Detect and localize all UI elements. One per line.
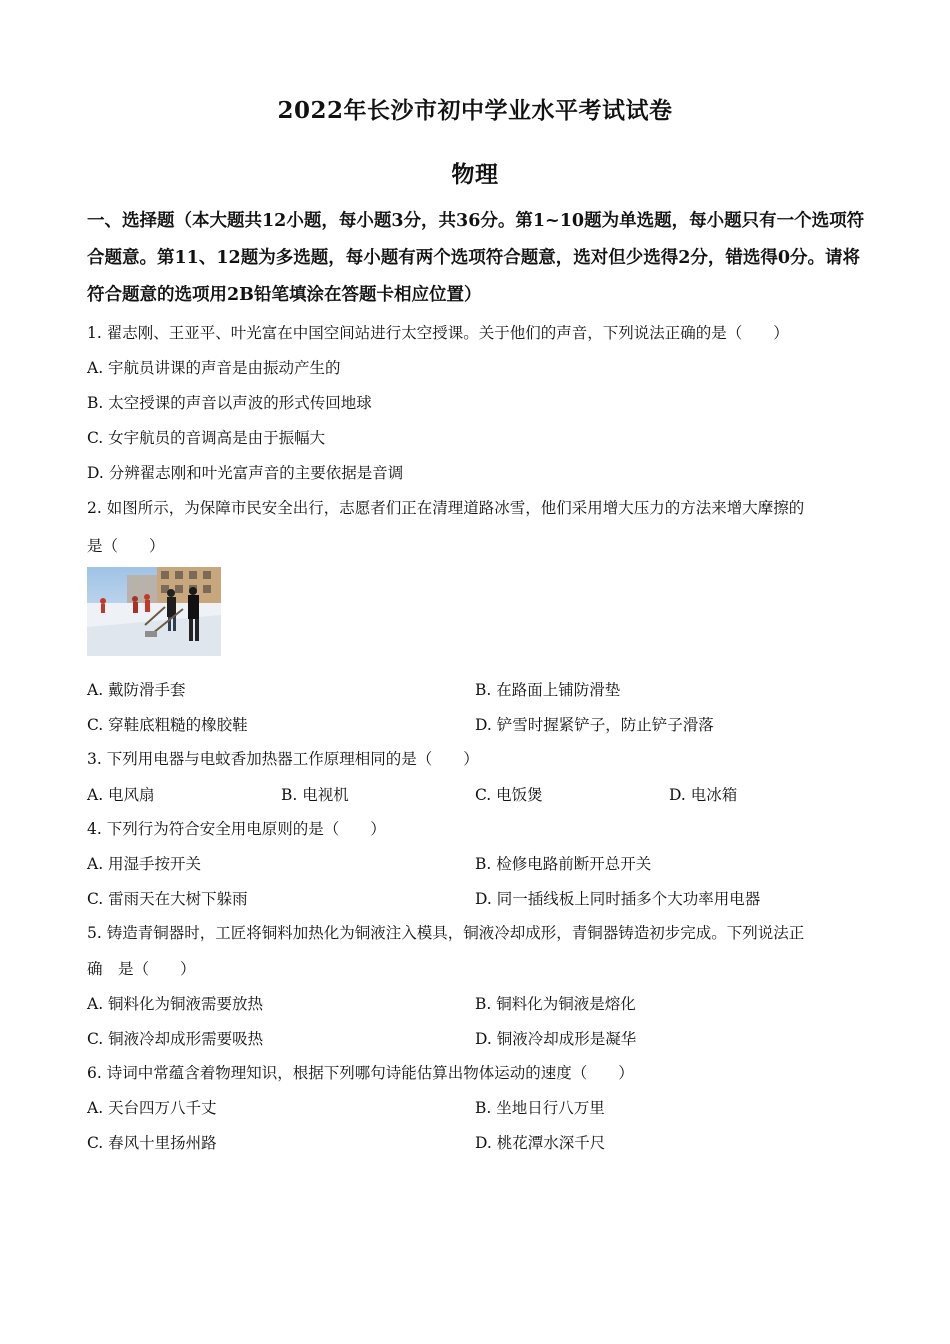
question-6-stem: 6. 诗词中常蕴含着物理知识，根据下列哪句诗能估算出物体运动的速度（ ） [87,1064,634,1082]
question-1-stem: 1. 翟志刚、王亚平、叶光富在中国空间站进行太空授课。关于他们的声音，下列说法正确的是（ ） [87,324,789,342]
question-1-option-d: D. 分辨翟志刚和叶光富声音的主要依据是音调 [87,464,404,482]
question-6-option-a: A. 天台四万八千丈 [87,1099,217,1117]
question-3-option-d: D. 电冰箱 [669,786,738,804]
question-5-option-a: A. 铜料化为铜液需要放热 [87,995,264,1013]
question-4-option-b: B. 检修电路前断开总开关 [475,855,652,873]
section-heading: 一、选择题（本大题共12小题，每小题3分，共36分。第1~10题为单选题，每小题只有一个选项符合题意。第11、12题为多选题，每小题有两个选项符合题意，选对但少选得2分，错选得0分。请将符合题意的选项用2B铅笔填涂在答题卡相应位置） [87,211,865,305]
question-2-option-a: A. 戴防滑手套 [87,681,186,699]
page-title: 2022年长沙市初中学业水平考试试卷 [277,97,673,124]
question-2-stem: 2. 如图所示，为保障市民安全出行，志愿者们正在清理道路冰雪，他们采用增大压力的方法来增大摩擦的 [87,499,805,517]
question-5-option-b: B. 铜料化为铜液是熔化 [475,995,636,1013]
question-3-stem: 3. 下列用电器与电蚊香加热器工作原理相同的是（ ） [87,750,479,768]
subject-title: 物理 [451,161,499,188]
question-5-stem: 5. 铸造青铜器时，工匠将铜料加热化为铜液注入模具，铜液冷却成形，青铜器铸造初步完成。下列说法正 [87,924,805,942]
question-6-option-c: C. 春风十里扬州路 [87,1134,217,1152]
question-3-option-b: B. 电视机 [281,786,349,804]
question-5-stem-cont: 确 是（ ） [87,960,196,978]
question-4-option-a: A. 用湿手按开关 [87,855,202,873]
question-1-option-b: B. 太空授课的声音以声波的形式传回地球 [87,394,372,412]
question-4-stem: 4. 下列行为符合安全用电原则的是（ ） [87,820,386,838]
question-6-option-b: B. 坐地日行八万里 [475,1099,605,1117]
question-1-option-a: A. 宇航员讲课的声音是由振动产生的 [87,359,341,377]
snow-clearing-photo [87,567,221,656]
question-2-stem-cont: 是（ ） [87,537,165,555]
question-5-option-d: D. 铜液冷却成形是凝华 [475,1030,637,1048]
question-3-option-c: C. 电饭煲 [475,786,543,804]
question-4-option-d: D. 同一插线板上同时插多个大功率用电器 [475,890,761,908]
question-5-option-c: C. 铜液冷却成形需要吸热 [87,1030,264,1048]
question-2-option-d: D. 铲雪时握紧铲子，防止铲子滑落 [475,716,714,734]
question-1-option-c: C. 女宇航员的音调高是由于振幅大 [87,429,326,447]
question-3-option-a: A. 电风扇 [87,786,155,804]
question-6-option-d: D. 桃花潭水深千尺 [475,1134,606,1152]
question-4-option-c: C. 雷雨天在大树下躲雨 [87,890,248,908]
question-2-option-b: B. 在路面上铺防滑垫 [475,681,621,699]
question-2-option-c: C. 穿鞋底粗糙的橡胶鞋 [87,716,248,734]
